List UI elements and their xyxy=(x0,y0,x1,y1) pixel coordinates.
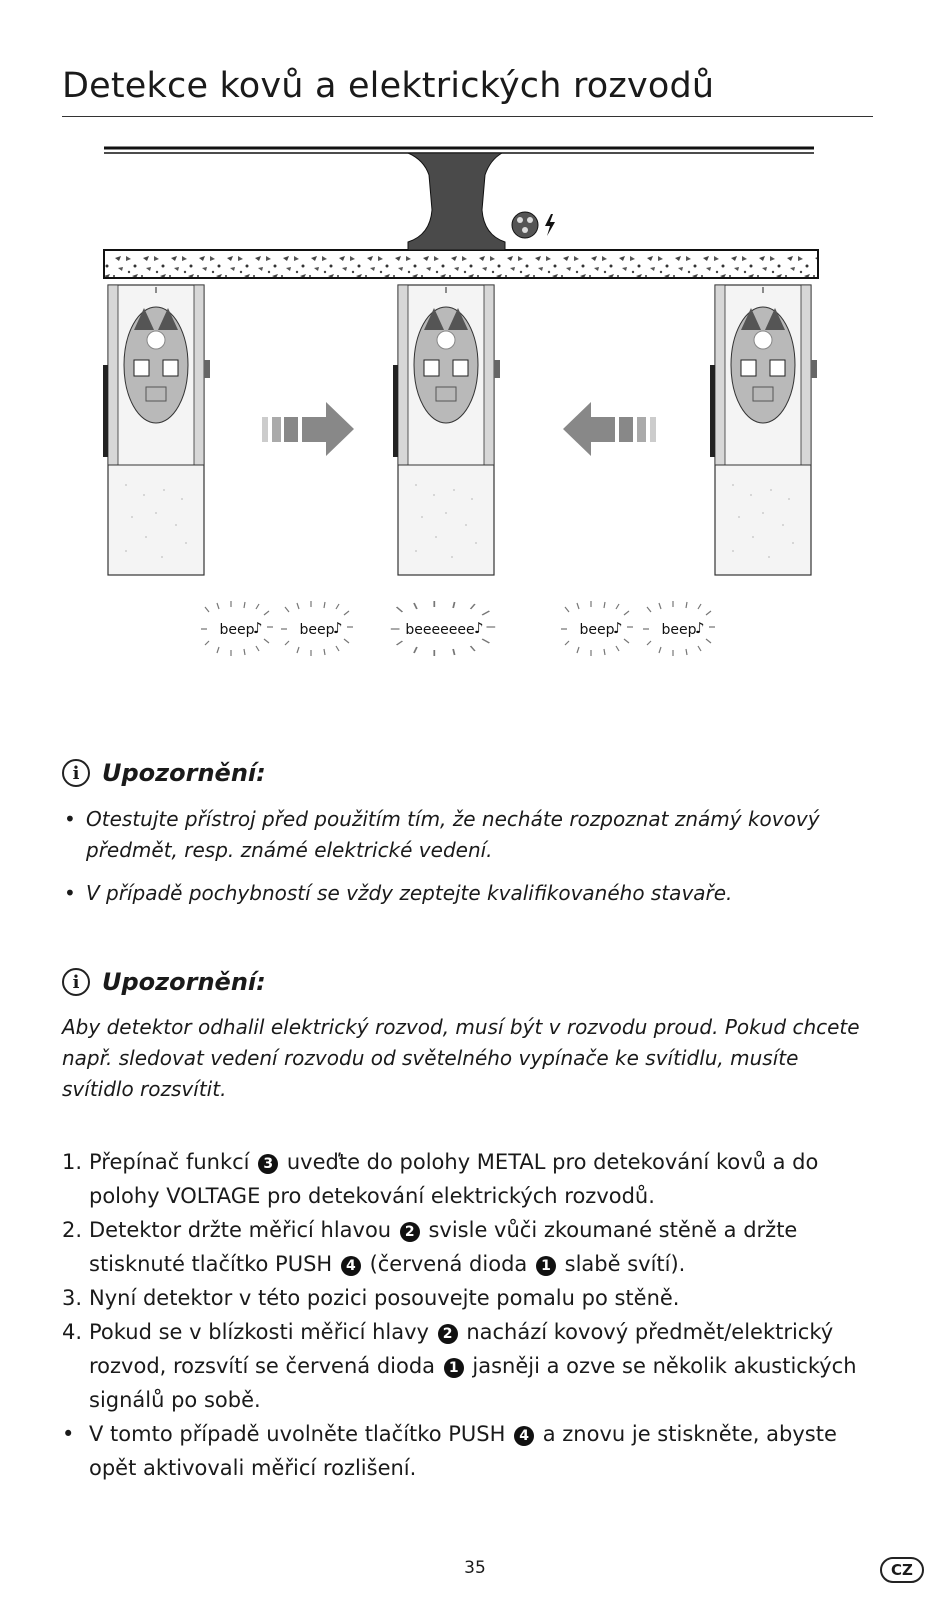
part-number-badge: 3 xyxy=(258,1154,278,1174)
note-title: Upozornění: xyxy=(102,968,266,996)
beep-label: beep xyxy=(579,622,615,638)
step-number: 3. xyxy=(62,1286,83,1310)
part-number-badge: 4 xyxy=(514,1426,534,1446)
step-number: 1. xyxy=(62,1150,83,1174)
detector-left xyxy=(103,285,210,575)
note-title: Upozornění: xyxy=(102,759,266,787)
part-number-badge: 4 xyxy=(341,1256,361,1276)
instruction-step xyxy=(62,1281,882,1315)
music-note-icon: ♪ xyxy=(613,619,623,637)
note-paragraph: Aby detektor odhalil elektrický rozvod, musí být v rozvodu proud. Pokud chcete např. sledovat vedení rozvodu od světelného vypínače ke svítidlu, musíte svítidlo rozsvítit. xyxy=(62,1015,860,1101)
step-text-part: svisle vůči zkoumané stěně a držte stisknuté tlačítko PUSH xyxy=(89,1218,798,1276)
detector-right xyxy=(710,285,817,575)
step-text-part: uveďte do polohy METAL pro detekování kovů a do polohy VOLTAGE pro detekování elektrických rozvodů. xyxy=(89,1150,819,1208)
note-heading xyxy=(62,759,266,787)
cable-icon xyxy=(512,212,538,238)
instruction-steps xyxy=(62,1145,882,1485)
beep-label: beeeeeee xyxy=(405,622,475,638)
detection-illustration xyxy=(0,140,950,680)
instruction-step xyxy=(62,1417,882,1485)
beep-label: beep xyxy=(661,622,697,638)
step-number: • xyxy=(62,1422,75,1446)
arrow-right-icon xyxy=(262,402,354,456)
step-text-part: Pokud se v blízkosti měřicí hlavy xyxy=(89,1320,436,1344)
title-divider xyxy=(62,116,873,117)
part-number-badge: 2 xyxy=(400,1222,420,1242)
lightning-icon xyxy=(545,214,555,236)
page-title: Detekce kovů a elektrických rozvodů xyxy=(62,66,715,106)
music-note-icon: ♪ xyxy=(474,619,484,637)
part-number-badge: 1 xyxy=(536,1256,556,1276)
step-text-part: a znovu je stiskněte, abyste opět aktivovali měřicí rozlišení. xyxy=(89,1422,837,1480)
music-note-icon: ♪ xyxy=(253,619,263,637)
language-badge: CZ xyxy=(880,1557,924,1583)
instruction-step xyxy=(62,1315,882,1417)
list-item: • Otestujte přístroj před použitím tím, že necháte rozpoznat známý kovový předmět, resp. známé elektrické vedení. xyxy=(62,804,862,866)
step-text-part: V tomto případě uvolněte tlačítko PUSH xyxy=(89,1422,513,1446)
wall-gravel-layer xyxy=(104,250,818,278)
arrow-left-icon xyxy=(563,402,656,456)
metal-beam xyxy=(408,153,505,250)
step-text-part: slabě svítí). xyxy=(557,1252,686,1276)
part-number-badge: 1 xyxy=(444,1358,464,1378)
beep-label: beep xyxy=(299,622,335,638)
detector-center xyxy=(393,285,500,575)
step-text-part: Nyní detektor v této pozici posouvejte pomalu po stěně. xyxy=(89,1286,680,1310)
music-note-icon: ♪ xyxy=(695,619,705,637)
step-text xyxy=(89,1417,882,1485)
note-bullet-list xyxy=(62,804,862,921)
step-text xyxy=(89,1281,882,1315)
step-text-part: Přepínač funkcí xyxy=(89,1150,257,1174)
page-number: 35 xyxy=(464,1558,486,1578)
part-number-badge: 2 xyxy=(438,1324,458,1344)
instruction-step xyxy=(62,1213,882,1281)
step-number: 2. xyxy=(62,1218,83,1242)
step-text-part: nachází kovový předmět/elektrický rozvod, rozsvítí se červená dioda xyxy=(89,1320,834,1378)
step-text xyxy=(89,1315,882,1417)
step-text-part: (červená dioda xyxy=(362,1252,534,1276)
step-text xyxy=(89,1213,882,1281)
list-item: • V případě pochybností se vždy zeptejte kvalifikovaného stavaře. xyxy=(62,878,862,909)
step-number: 4. xyxy=(62,1320,83,1344)
info-icon: i xyxy=(62,968,90,996)
beep-label: beep xyxy=(219,622,255,638)
info-icon: i xyxy=(62,759,90,787)
note-heading xyxy=(62,968,266,996)
music-note-icon: ♪ xyxy=(333,619,343,637)
step-text xyxy=(89,1145,882,1213)
instruction-step xyxy=(62,1145,882,1213)
step-text-part: jasněji a ozve se několik akustických signálů po sobě. xyxy=(89,1354,857,1412)
step-text-part: Detektor držte měřicí hlavou xyxy=(89,1218,398,1242)
